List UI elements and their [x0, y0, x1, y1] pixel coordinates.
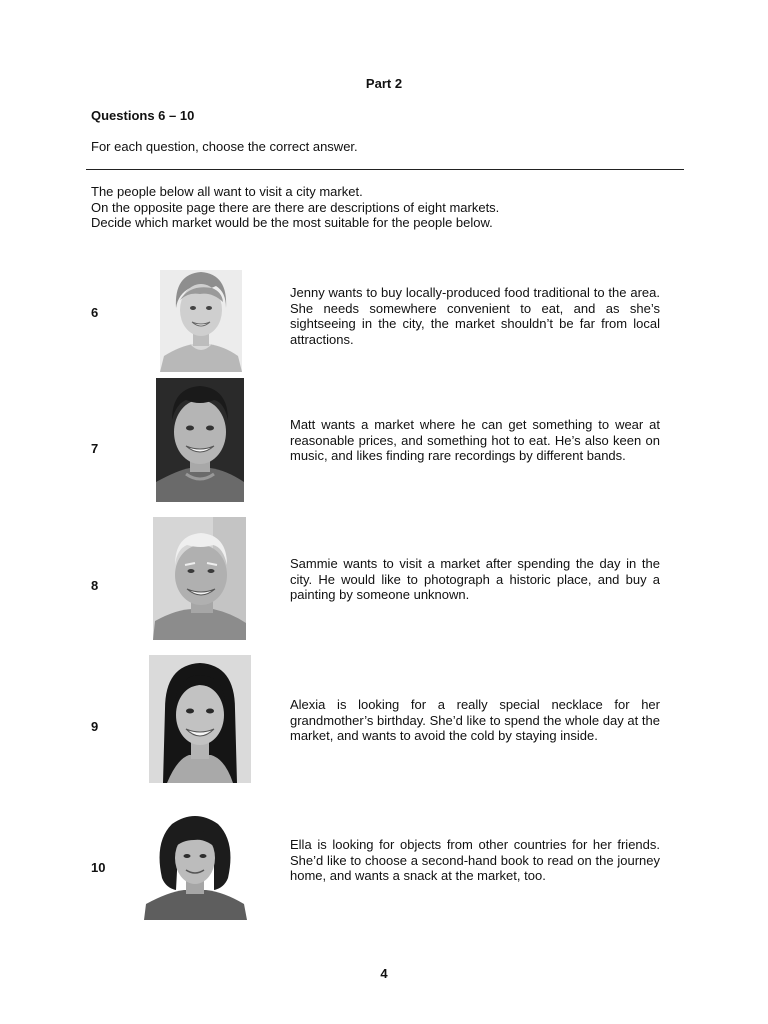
portrait-ella [144, 812, 247, 920]
portrait-matt [156, 378, 244, 502]
description-alexia: Alexia is looking for a really special necklace for her grandmother’s birthday. She’d like to spend the whole day at the market, and wants to avoid the cold by staying inside. [290, 697, 660, 744]
description-jenny: Jenny wants to buy locally-produced food traditional to the area. She needs somewhere convenient to eat, and as she’s sightseeing in the city, the market shouldn’t be far from local attractions. [290, 285, 660, 347]
description-matt: Matt wants a market where he can get something to wear at reasonable prices, and something hot to eat. He’s also keen on music, and likes finding rare recordings by different bands. [290, 417, 660, 464]
part-title: Part 2 [365, 76, 403, 91]
intro-text [91, 184, 499, 231]
intro-line-1: The people below all want to visit a city market. [91, 184, 363, 199]
question-number-8: 8 [91, 578, 99, 593]
questions-heading: Questions 6 – 10 [91, 108, 195, 123]
intro-line-3: Decide which market would be the most suitable for the people below. [91, 215, 493, 230]
portrait-jenny [160, 270, 242, 372]
instruction-text: For each question, choose the correct answer. [91, 139, 358, 154]
question-number-10: 10 [91, 860, 106, 875]
question-number-9: 9 [91, 719, 99, 734]
portrait-sammie [153, 517, 246, 640]
question-number-6: 6 [91, 305, 99, 320]
section-divider [86, 169, 684, 170]
question-number-7: 7 [91, 441, 99, 456]
intro-line-2: On the opposite page there are there are descriptions of eight markets. [91, 199, 500, 215]
portrait-alexia [149, 655, 251, 783]
description-sammie: Sammie wants to visit a market after spending the day in the city. He would like to photograph a historic place, and buy a painting by someone unknown. [290, 556, 660, 603]
description-ella: Ella is looking for objects from other countries for her friends. She’d like to choose a second-hand book to read on the journey home, and wants a snack at the market, too. [290, 837, 660, 884]
page-number: 4 [380, 966, 388, 981]
